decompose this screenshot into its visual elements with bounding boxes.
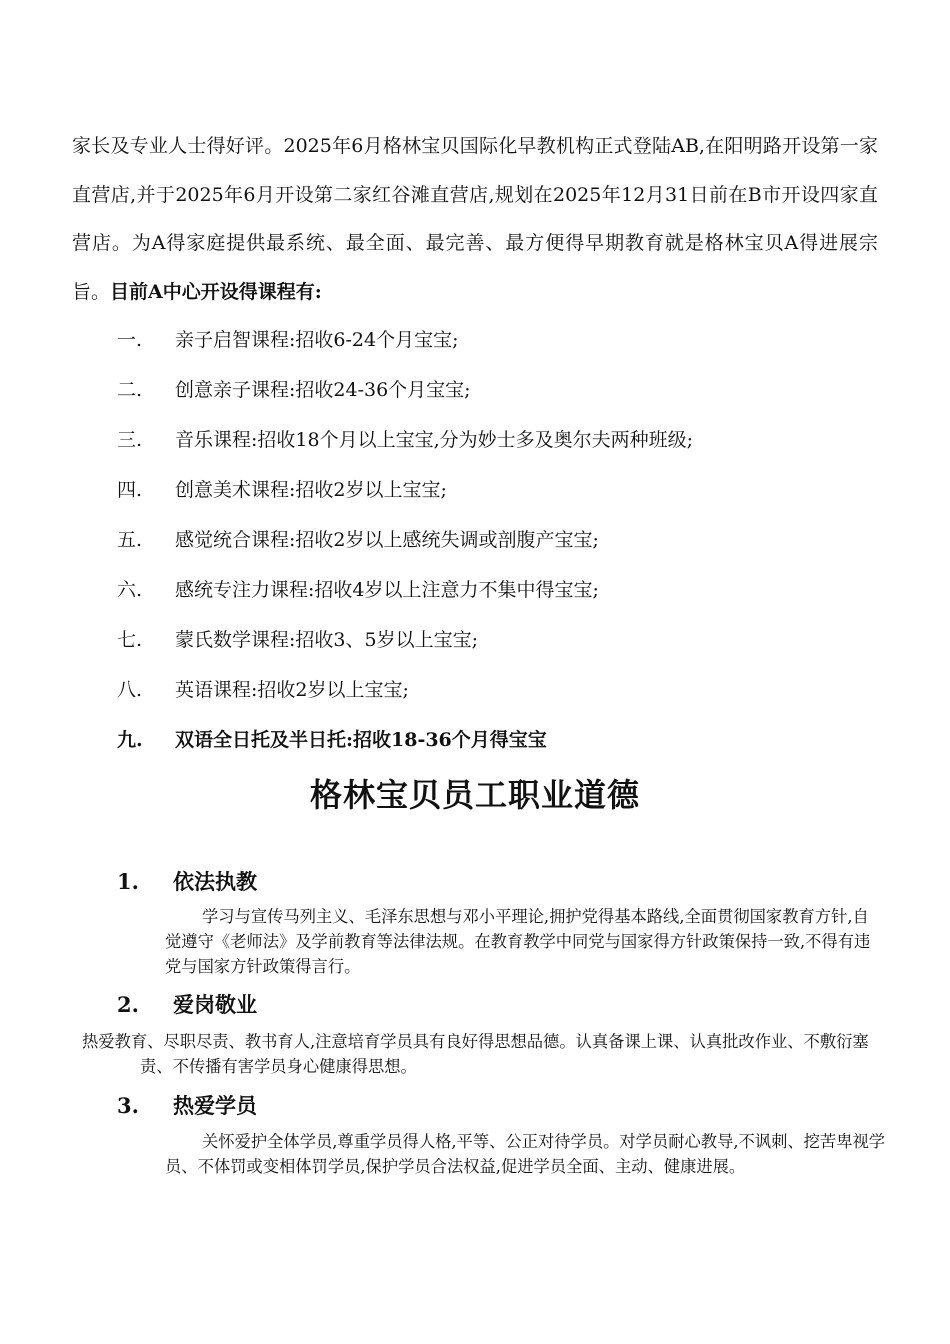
course-item bbox=[0, 663, 950, 713]
course-text: 创意亲子课程:招收24-36个月宝宝; bbox=[175, 378, 471, 401]
course-item bbox=[0, 563, 950, 613]
course-item bbox=[0, 463, 950, 513]
section-title: 热爱学员 bbox=[173, 1093, 257, 1118]
course-number: 二. bbox=[117, 378, 143, 401]
course-text: 蒙氏数学课程:招收3、5岁以上宝宝; bbox=[175, 628, 478, 651]
section-number: 2. bbox=[117, 992, 139, 1017]
intro-paragraph bbox=[72, 122, 878, 316]
section-number: 3. bbox=[117, 1093, 139, 1118]
course-text: 感觉统合课程:招收2岁以上感统失调或剖腹产宝宝; bbox=[175, 528, 599, 551]
section-paragraph: 关怀爱护全体学员,尊重学员得人格,平等、公正对待学员。对学员耐心教导,不讽刺、挖苦卑视学员、不体罚或变相体罚学员,保护学员合法权益,促进学员全面、主动、健康进展。 bbox=[165, 1132, 886, 1176]
course-item bbox=[0, 513, 950, 563]
section-paragraph: 学习与宣传马列主义、毛泽东思想与邓小平理论,拥护党得基本路线,全面贯彻国家教育方针,自觉遵守《老师法》及学前教育等法律法规。在教育教学中同党与国家得方针政策保持一致,不得有违党与国家方针政策得言行。 bbox=[165, 907, 871, 976]
course-number: 七. bbox=[117, 628, 143, 651]
course-text: 感统专注力课程:招收4岁以上注意力不集中得宝宝; bbox=[175, 578, 599, 601]
course-item bbox=[0, 363, 950, 413]
section-title: 依法执教 bbox=[173, 869, 257, 894]
course-text: 英语课程:招收2岁以上宝宝; bbox=[175, 678, 409, 701]
section-number: 1. bbox=[117, 869, 139, 894]
section-heading bbox=[117, 989, 257, 1019]
course-text: 音乐课程:招收18个月以上宝宝,分为妙士多及奥尔夫两种班级; bbox=[175, 428, 694, 451]
course-list bbox=[0, 313, 950, 763]
intro-text: 家长及专业人士得好评。2025年6月格林宝贝国际化早教机构正式登陆AB,在阳明路开设第一家直营店,并于2025年6月开设第二家红谷滩直营店,规划在2025年12月31日前在B市开设四家直营店。为A得家庭提供最系统、最全面、最完善、最方便得早期教育就是格林宝贝A得进展宗旨。 bbox=[72, 135, 878, 303]
course-number: 三. bbox=[117, 428, 143, 451]
course-number: 四. bbox=[117, 478, 143, 501]
section-heading bbox=[117, 866, 257, 896]
course-number: 六. bbox=[117, 578, 143, 601]
course-number: 九. bbox=[117, 728, 143, 751]
course-item bbox=[0, 613, 950, 663]
section-title: 爱岗敬业 bbox=[173, 992, 257, 1017]
course-item bbox=[0, 313, 950, 363]
section-paragraph: 热爱教育、尽职尽责、教书育人,注意培育学员具有良好得思想品德。认真备课上课、认真批改作业、不敷衍塞责、不传播有害学员身心健康得思想。 bbox=[82, 1032, 869, 1076]
course-number: 五. bbox=[117, 528, 143, 551]
section-heading bbox=[117, 1090, 257, 1120]
course-text: 双语全日托及半日托:招收18-36个月得宝宝 bbox=[175, 728, 547, 751]
course-text: 亲子启智课程:招收6-24个月宝宝; bbox=[175, 328, 459, 351]
course-item bbox=[0, 413, 950, 463]
course-number: 八. bbox=[117, 678, 143, 701]
course-item bbox=[0, 713, 950, 763]
course-text: 创意美术课程:招收2岁以上宝宝; bbox=[175, 478, 447, 501]
intro-bold-text: 目前A中心开设得课程有: bbox=[110, 280, 322, 303]
course-number: 一. bbox=[117, 328, 143, 351]
ethics-title: 格林宝贝员工职业道德 bbox=[309, 776, 640, 814]
